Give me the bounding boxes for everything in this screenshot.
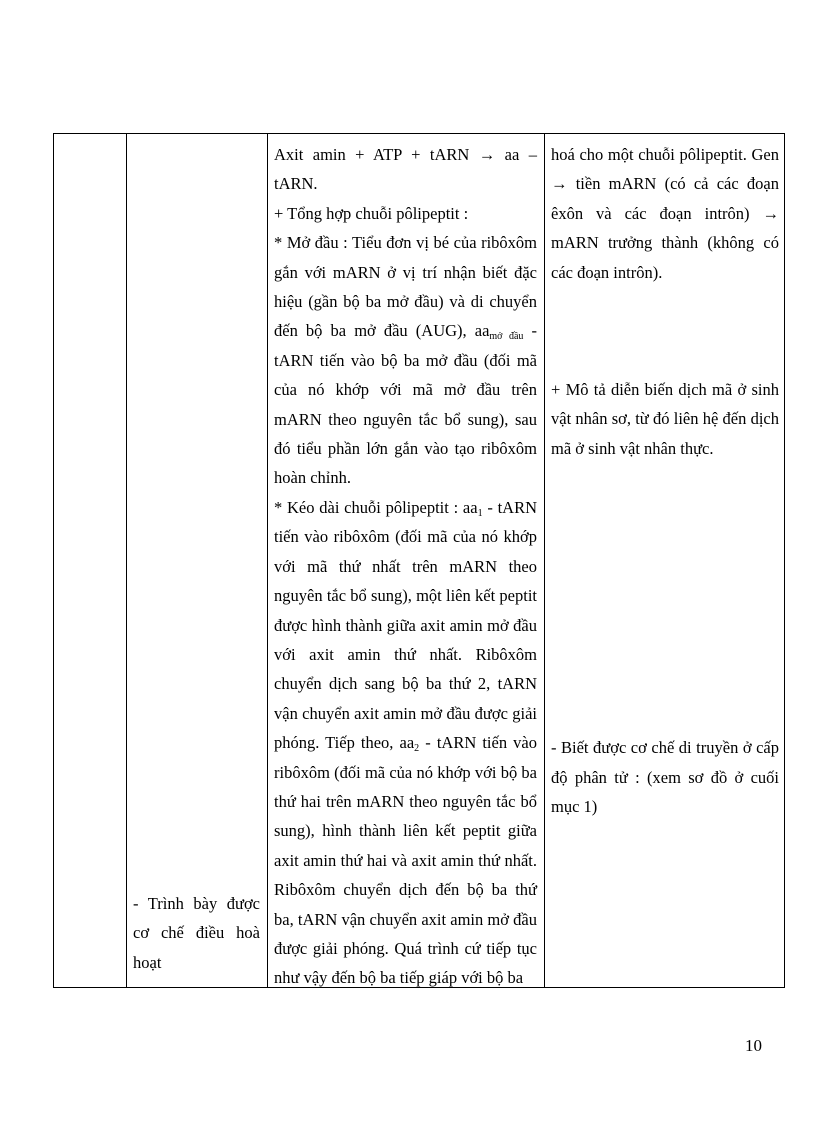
reaction-line: Axit amin + ATP + tARN → aa – tARN. [274,145,537,194]
table-cell-content [268,134,544,987]
paragraph-elongation: * Kéo dài chuỗi pôlipeptit : $aa_1$ - tARN tiến vào ribôxôm (đối mã của nó khớp với mã thứ nhất trên mARN theo nguyên tắc bổ sung), một liên kết peptit được hình thành giữa axit amin mở đầu với axit amin thứ nhất. Ribôxôm chuyển dịch sang bộ ba thứ 2, tARN vận chuyển axit amin mở đầu được giải phóng. Tiếp theo, $aa_2$ - tARN tiến vào ribôxôm (đối mã của nó khớp với bộ ba thứ hai trên mARN theo nguyên tắc bổ sung), hình thành liên kết peptit giữa axit amin thứ hai và axit amin thứ nhất. Ribôxôm chuyển dịch đến bộ ba thứ ba, tARN vận chuyển axit amin mở đầu được giải phóng. Quá trình cứ tiếp tục như vậy đến bộ ba tiếp giáp với bộ ba [274,497,538,987]
note-gen: hoá cho một chuỗi pôlipeptit. Gen → tiền mARN (có cả các đoạn êxôn và các đoạn intrôn) → mARN trưởng thành (không có các đoạn intrôn). [551,145,779,282]
content-table [53,133,785,988]
note-translation: + Mô tả diễn biến dịch mã ở sinh vật nhân sơ, từ đó liên hệ đến dịch mã ở sinh vật nhân thực. [551,380,779,458]
subheading-polypeptide: + Tổng hợp chuỗi pôlipeptit : [274,203,469,223]
paragraph-initiation: * Mở đầu : Tiểu đơn vị bé của ribôxôm gắn với mARN ở vị trí nhận biết đặc hiệu (gần bộ ba mở đầu) và di chuyển đến bộ ba mở đầu (AUG), $aa_{mở đầu}$ - tARN tiến vào bộ ba mở đầu (đối mã của nó khớp với mã mở đầu trên mARN theo nguyên tắc bổ sung), sau đó tiểu phần lớn gắn vào tạo ribôxôm hoàn chỉnh. [274,233,537,488]
table-cell-objectives [127,134,267,987]
note-mechanism: - Biết được cơ chế di truyền ở cấp độ phân tử : (xem sơ đồ ở cuối mục 1) [551,738,779,817]
page-number: 10 [745,1036,762,1055]
objective-text: - Trình bày được cơ chế điều hoà hoạt [133,893,260,972]
table-cell-notes [545,134,786,987]
